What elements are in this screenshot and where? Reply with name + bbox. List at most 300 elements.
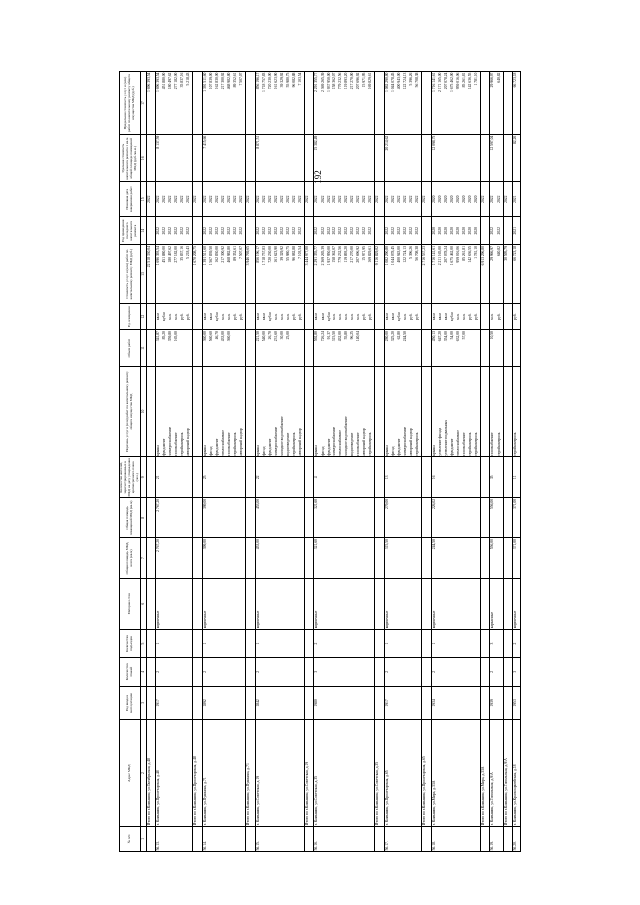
- total-year: 2022: [146, 182, 156, 217]
- plan-year: 2021: [513, 182, 521, 217]
- work-cost: 66 723,18: [513, 245, 521, 303]
- work-volume: 726,24: [321, 330, 327, 366]
- total-sum: 3 444 977,00: [304, 245, 314, 303]
- plan-year: 2022: [255, 182, 262, 217]
- work-volume: [415, 330, 422, 366]
- area-total: [239, 538, 246, 578]
- area-total: 556,00: [490, 538, 497, 578]
- empty-cell: [480, 686, 490, 720]
- limit-cost: 1 718 757,83: [262, 72, 268, 135]
- unit-cost: 20 214,62: [385, 135, 392, 182]
- work-volume: 647,20: [438, 330, 444, 366]
- floors: 2: [156, 658, 163, 686]
- work-cost: 2 291 355,77: [314, 245, 321, 303]
- work-row: [239, 72, 246, 852]
- work-name: стройконтроль: [497, 366, 504, 457]
- area-total: 453,00: [255, 538, 262, 578]
- column-header: № п/п: [120, 826, 141, 851]
- plan-year: 2020: [462, 182, 468, 217]
- work-cost: 1 718 757,83: [262, 245, 268, 303]
- empty-cell: [246, 366, 256, 457]
- work-name: фасад: [321, 366, 327, 457]
- work-unit: кв.м: [391, 303, 397, 330]
- last-repair-year: 2022: [497, 217, 504, 245]
- wall-material: кирпичные: [385, 578, 392, 629]
- work-cost: 1 567 839,50: [209, 245, 215, 303]
- residents: 11: [513, 457, 521, 498]
- empty-cell: [193, 686, 203, 720]
- year-built: 1842: [255, 686, 262, 720]
- floors: [497, 658, 504, 686]
- last-repair-year: 2022: [162, 217, 168, 245]
- building-number: [368, 826, 375, 851]
- plan-year: 2022: [314, 182, 321, 217]
- limit-cost: 451 880,00: [162, 72, 168, 135]
- plan-year: 2022: [180, 182, 186, 217]
- work-name: крыша: [156, 366, 163, 457]
- empty-cell: [304, 217, 314, 245]
- page-number: 192: [313, 170, 323, 184]
- empty-cell: [146, 578, 156, 629]
- year-built: 1917: [385, 686, 392, 720]
- area-rooms: [497, 498, 504, 538]
- building-number: 56.16.: [314, 826, 321, 851]
- work-name: газоснабжение: [227, 366, 233, 457]
- plan-year: 2022: [239, 182, 246, 217]
- total-year: 2022: [480, 182, 490, 217]
- empty-cell: [304, 330, 314, 366]
- area-rooms: 321,60: [314, 498, 321, 538]
- work-name: газоснабжение: [356, 366, 362, 457]
- wall-material: кирпичные: [513, 578, 521, 629]
- limit-cost: 5 396,26: [409, 72, 415, 135]
- work-cost: 2 211 165,00: [438, 245, 444, 303]
- capital-repair-table: [119, 71, 521, 852]
- work-row: [415, 72, 422, 852]
- work-cost: 217 270,00: [350, 245, 356, 303]
- plan-year: 2022: [490, 182, 497, 217]
- column-number: 1: [140, 826, 146, 851]
- total-limit: [480, 72, 490, 135]
- area-rooms: 556,00: [490, 498, 497, 538]
- column-header: Год проведения последнего капитального ремонта: [120, 217, 141, 245]
- limit-cost: 119 893,20: [344, 72, 350, 135]
- work-volume: 433,00: [221, 330, 227, 366]
- column-number: 8: [140, 498, 146, 538]
- limit-cost: 856 196,17: [255, 72, 262, 135]
- work-unit: кв.м: [444, 303, 450, 330]
- work-name: фундамент: [268, 366, 274, 457]
- residents: [415, 457, 422, 498]
- column-header: Общая площадь помещений МКД (кв.м): [120, 498, 141, 538]
- total-limit: [503, 72, 513, 135]
- building-address: г. Камышин, ул.Топольская, д.9/А: [490, 720, 497, 826]
- work-name: крыша: [255, 366, 262, 457]
- limit-cost: 640,82: [497, 72, 504, 135]
- floors: [186, 658, 193, 686]
- work-cost: 85 261,81: [462, 245, 468, 303]
- work-row: [186, 72, 193, 852]
- empty-cell: [503, 303, 513, 330]
- residents: 16: [431, 457, 438, 498]
- work-cost: 162 830,00: [215, 245, 221, 303]
- work-volume: [474, 330, 481, 366]
- work-volume: 221,50: [255, 330, 262, 366]
- column-header: Адрес МКД: [120, 720, 141, 826]
- work-cost: 451 880,00: [162, 245, 168, 303]
- column-header: Удельная стоимость капитального ремонта 1 кв.м. общей площади помещений МКД (руб./кв.м.): [120, 135, 141, 182]
- last-repair-year: 2022: [156, 217, 163, 245]
- empty-cell: [480, 217, 490, 245]
- entrances: [239, 629, 246, 657]
- total-row: [422, 72, 432, 852]
- empty-cell: [304, 578, 314, 629]
- empty-cell: [480, 629, 490, 657]
- limit-cost: 158 362,07: [332, 72, 338, 135]
- work-cost: 207 078,24: [444, 245, 450, 303]
- limit-cost: 1 696 393,54: [156, 72, 163, 135]
- plan-year: 2022: [168, 182, 174, 217]
- unit-cost: 8 137,59: [156, 135, 163, 182]
- empty-cell: [304, 135, 314, 182]
- limit-cost: 1 082 290,80: [385, 72, 392, 135]
- unit-cost: [415, 135, 422, 182]
- column-number: 4: [140, 658, 146, 686]
- work-cost: 5 218,43: [186, 245, 193, 303]
- empty-cell: [503, 658, 513, 686]
- total-label: Итого по г.Камышин, ул.Советская, д.35: [375, 720, 385, 826]
- work-volume: 560,60: [209, 330, 215, 366]
- plan-year: 2022: [174, 182, 180, 217]
- plan-year: 2022: [162, 182, 168, 217]
- plan-year: 2020: [438, 182, 444, 217]
- work-volume: 315,50: [332, 330, 338, 366]
- work-unit: м.п.: [456, 303, 462, 330]
- entrances: [415, 629, 422, 657]
- floors: [415, 658, 422, 686]
- limit-cost: 2 291 355,77: [314, 72, 321, 135]
- work-name: стройконтроль: [368, 366, 375, 457]
- empty-cell: [193, 538, 203, 578]
- work-unit: м.п.: [280, 303, 286, 330]
- empty-cell: [480, 366, 490, 457]
- floors: 3: [314, 658, 321, 686]
- limit-cost: 1 716 141,61: [431, 72, 438, 135]
- limit-cost: 89 352,61: [233, 72, 239, 135]
- empty-cell: [193, 217, 203, 245]
- plan-year: 2020: [431, 182, 438, 217]
- area-rooms: 371,00: [513, 498, 521, 538]
- building-address: [298, 720, 305, 826]
- total-limit: [422, 72, 432, 135]
- total-sum: 3 946 769,65: [246, 245, 256, 303]
- limit-cost: 959 016,06: [456, 72, 462, 135]
- floors: 2: [431, 658, 438, 686]
- work-volume: 231,60: [274, 330, 280, 366]
- last-repair-year: 2022: [332, 217, 338, 245]
- empty-cell: [480, 303, 490, 330]
- residents: [239, 457, 246, 498]
- column-number: 17: [140, 72, 146, 135]
- plan-year: 2022: [327, 182, 333, 217]
- plan-year: 2022: [186, 182, 193, 217]
- building-number: 56.20.: [513, 826, 521, 851]
- plan-year: 2022: [356, 182, 362, 217]
- work-unit: руб.: [298, 303, 305, 330]
- total-sum: 1 670 208,75: [193, 245, 203, 303]
- last-repair-year: 2022: [280, 217, 286, 245]
- column-number: 7: [140, 538, 146, 578]
- total-limit: [246, 72, 256, 135]
- empty-cell: [480, 330, 490, 366]
- plan-year: 2020: [450, 182, 456, 217]
- empty-cell: [304, 498, 314, 538]
- last-repair-year: 2022: [350, 217, 356, 245]
- area-rooms: [474, 498, 481, 538]
- building-number: 56.18.: [431, 826, 438, 851]
- residents: 21: [156, 457, 163, 498]
- floors: 2: [255, 658, 262, 686]
- limit-cost: 56 708,38: [415, 72, 422, 135]
- last-repair-year: 2022: [221, 217, 227, 245]
- unit-cost: 12 597,04: [490, 135, 497, 182]
- work-unit: руб.: [239, 303, 246, 330]
- work-row: [255, 72, 262, 852]
- empty-cell: [193, 457, 203, 498]
- work-cost: 39 329,92: [280, 245, 286, 303]
- total-row: [503, 72, 513, 852]
- work-unit: м.п.: [227, 303, 233, 330]
- empty-cell: [304, 658, 314, 686]
- column-number: 15: [140, 182, 146, 217]
- building-address: [474, 720, 481, 826]
- work-unit: кв.м: [262, 303, 268, 330]
- area-rooms: 399,00: [203, 498, 210, 538]
- unit-cost: [186, 135, 193, 182]
- work-cost: 15 971,95: [362, 245, 368, 303]
- wall-material: [186, 578, 193, 629]
- work-row: [368, 72, 375, 852]
- area-rooms: 279,00: [385, 498, 392, 538]
- work-name: утепление подвальных: [444, 366, 450, 457]
- entrances: 1: [156, 629, 163, 657]
- last-repair-year: 2022: [490, 217, 497, 245]
- building-number: 56.13.: [156, 826, 163, 851]
- work-cost: 1 937 950,00: [327, 245, 333, 303]
- work-name: фундамент: [327, 366, 333, 457]
- work-volume: 325,20: [391, 330, 397, 366]
- work-row: [474, 72, 481, 852]
- empty-cell: [193, 498, 203, 538]
- work-cost: 142 636,55: [468, 245, 474, 303]
- empty-cell: [304, 686, 314, 720]
- work-unit: куб.м: [215, 303, 221, 330]
- empty-cell: [146, 303, 156, 330]
- work-cost: 217 300,92: [221, 245, 227, 303]
- work-unit: кв.м: [209, 303, 215, 330]
- limit-cost: 1 937 950,00: [327, 72, 333, 135]
- column-header: Объем работ: [120, 330, 141, 366]
- limit-cost: 217 270,00: [350, 72, 356, 135]
- work-cost: 2 369 265,39: [321, 245, 327, 303]
- total-label: Итого по г.Камышин, ул.Мира, д.33А: [480, 720, 490, 826]
- work-row: [314, 72, 321, 852]
- rotated-table-wrapper: [119, 71, 521, 852]
- limit-cost: 180 497,62: [168, 72, 174, 135]
- work-volume: 85,20: [162, 330, 168, 366]
- empty-cell: [503, 498, 513, 538]
- work-unit: руб.: [292, 303, 298, 330]
- empty-cell: [246, 629, 256, 657]
- empty-cell: [480, 498, 490, 538]
- work-unit: руб.: [233, 303, 239, 330]
- area-total: [298, 538, 305, 578]
- wall-material: кирпичные: [431, 578, 438, 629]
- empty-cell: [304, 629, 314, 657]
- work-cost: 169 829,61: [368, 245, 375, 303]
- empty-cell: [375, 135, 385, 182]
- work-cost: 35 837,16: [180, 245, 186, 303]
- empty-cell: [375, 498, 385, 538]
- building-address: [497, 720, 504, 826]
- total-label: Итого по г.Камышин, ул.Советская, д.19: [304, 720, 314, 826]
- limit-cost: 85 261,81: [462, 72, 468, 135]
- work-volume: 432,00: [338, 330, 344, 366]
- last-repair-year: 2020: [474, 217, 481, 245]
- empty-cell: [193, 366, 203, 457]
- residents: 13: [385, 457, 392, 498]
- empty-cell: [375, 303, 385, 330]
- limit-cost: 207 696,92: [356, 72, 362, 135]
- last-repair-year: 2022: [391, 217, 397, 245]
- residents: 22: [255, 457, 262, 498]
- entrances: [474, 629, 481, 657]
- work-unit: кв.м: [314, 303, 321, 330]
- work-unit: м.п.: [356, 303, 362, 330]
- work-unit: руб.: [180, 303, 186, 330]
- column-number: 11: [140, 330, 146, 366]
- work-unit: м.п.: [274, 303, 280, 330]
- empty-cell: [246, 578, 256, 629]
- total-label: Итого по г.Камышин, ул.Пролетарская, д.65: [422, 720, 432, 826]
- work-name: электроснабжение: [403, 366, 409, 457]
- empty-cell: [375, 629, 385, 657]
- empty-cell: [422, 457, 432, 498]
- work-name: фасад: [262, 366, 268, 457]
- work-volume: 25,00: [286, 330, 292, 366]
- column-header: Материал стен: [120, 578, 141, 629]
- column-number: 9: [140, 457, 146, 498]
- empty-cell: [503, 366, 513, 457]
- plan-year: 2022: [221, 182, 227, 217]
- plan-year: 2022: [227, 182, 233, 217]
- column-header: Плановая дата завершения работ: [120, 182, 141, 217]
- limit-cost: 55 980,75: [286, 72, 292, 135]
- work-name: фундамент: [397, 366, 403, 457]
- work-volume: 96,25: [350, 330, 356, 366]
- work-row: [203, 72, 210, 852]
- work-name: водоотведение: [350, 366, 356, 457]
- total-limit: [375, 72, 385, 135]
- total-year: 2022: [503, 182, 513, 217]
- floors: [239, 658, 246, 686]
- work-name: авторский надзор: [298, 366, 305, 457]
- work-name: утепление фасада: [438, 366, 444, 457]
- work-name: стройконтроль: [513, 366, 521, 457]
- empty-cell: [422, 330, 432, 366]
- work-name: авторский надзор: [362, 366, 368, 457]
- work-unit: м.п.: [338, 303, 344, 330]
- building-number: [298, 826, 305, 851]
- building-address: г. Камышин, ул.Советская, д.35: [314, 720, 321, 826]
- empty-cell: [246, 826, 256, 851]
- total-sum: 9 116 829,02: [375, 245, 385, 303]
- last-repair-year: 2022: [344, 217, 350, 245]
- total-limit: [304, 72, 314, 135]
- work-name: электроснабжение: [168, 366, 174, 457]
- column-number: 5: [140, 629, 146, 657]
- work-unit: кв.м: [255, 303, 262, 330]
- building-number: [239, 826, 246, 851]
- empty-cell: [503, 686, 513, 720]
- plan-year: 2022: [292, 182, 298, 217]
- column-header: Общая площадь МКД, всего (кв.м): [120, 538, 141, 578]
- entrances: [186, 629, 193, 657]
- empty-cell: [503, 826, 513, 851]
- entrances: [368, 629, 375, 657]
- empty-cell: [503, 538, 513, 578]
- empty-cell: [503, 330, 513, 366]
- total-limit: [193, 72, 203, 135]
- unit-cost: 8 871,51: [255, 135, 262, 182]
- total-year: 2022: [246, 182, 256, 217]
- empty-cell: [193, 826, 203, 851]
- entrances: 3: [490, 629, 497, 657]
- last-repair-year: 2022: [415, 217, 422, 245]
- last-repair-year: 2022: [186, 217, 193, 245]
- last-repair-year: 2021: [513, 217, 521, 245]
- empty-cell: [375, 578, 385, 629]
- building-number: 56.17.: [385, 826, 392, 851]
- unit-cost: 12 098,75: [431, 135, 438, 182]
- limit-cost: 779 232,56: [338, 72, 344, 135]
- limit-cost: 468 982,80: [227, 72, 233, 135]
- work-unit: руб.: [362, 303, 368, 330]
- year-built: 1917: [156, 686, 163, 720]
- limit-cost: 2 369 265,39: [321, 72, 327, 135]
- building-number: 56.15.: [255, 826, 262, 851]
- work-unit: м.п.: [344, 303, 350, 330]
- work-cost: 856 196,17: [255, 245, 262, 303]
- building-address: г. Камышин, ул.Пушкина, д.71: [203, 720, 210, 826]
- work-volume: 62,80: [397, 330, 403, 366]
- work-unit: куб.м: [162, 303, 168, 330]
- last-repair-year: 2022: [327, 217, 333, 245]
- work-name: стройконтроль: [292, 366, 298, 457]
- empty-cell: [503, 135, 513, 182]
- empty-cell: [146, 629, 156, 657]
- work-name: крыша: [385, 366, 392, 457]
- year-built: [298, 686, 305, 720]
- empty-cell: [146, 217, 156, 245]
- floors: [368, 658, 375, 686]
- work-name: теплоснабжение: [456, 366, 462, 457]
- work-volume: 632,00: [456, 330, 462, 366]
- work-name: теплоснабжение: [221, 366, 227, 457]
- work-cost: 5 396,26: [409, 245, 415, 303]
- entrances: [497, 629, 504, 657]
- empty-cell: [422, 629, 432, 657]
